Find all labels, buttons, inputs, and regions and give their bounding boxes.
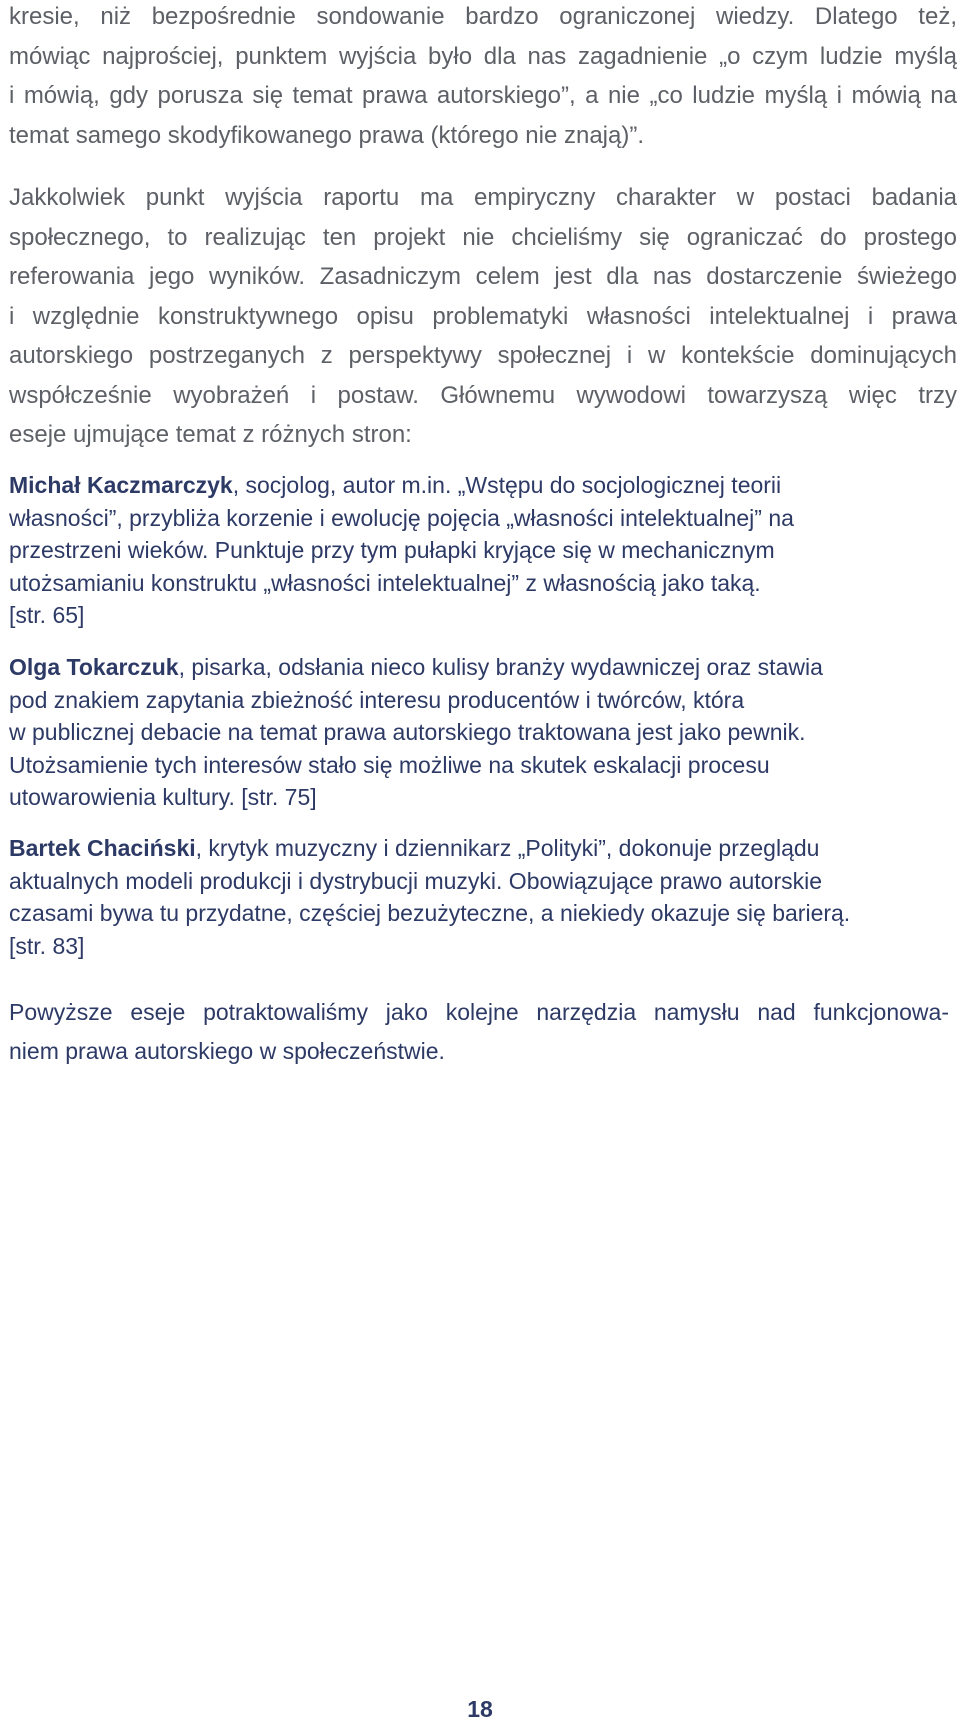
text-line: pod znakiem zapytania zbieżność interesu producentów i twórców, która [9, 686, 745, 713]
text-line: aktualnych modeli produkcji i dystrybucji muzyki. Obowiązujące prawo autorskie [9, 867, 823, 894]
author-name: Bartek Chaciński [9, 835, 196, 861]
intro-paragraph-1 [9, 0, 957, 155]
text-line: autorskiego postrzeganych z perspektywy społecznej i w kontekście dominujących [9, 342, 957, 369]
text-line: Utożsamienie tych interesów stało się możliwe na skutek eskalacji procesu [9, 751, 770, 778]
text-line: eseje ujmujące temat z różnych stron: [9, 421, 412, 448]
text-line [9, 651, 949, 684]
text-line: niem prawa autorskiego w społeczeństwie. [9, 1038, 445, 1064]
text-line: utowarowienia kultury. [str. 75] [9, 784, 317, 810]
page-reference: [str. 83] [9, 932, 85, 959]
author-description: , socjolog, autor m.in. „Wstępu do socjologicznej teorii [232, 472, 782, 498]
text-line: własności”, przybliża korzenie i ewolucję pojęcia „własności intelektualnej” na [9, 504, 794, 531]
text-line: mówiąc najprościej, punktem wyjścia było dla nas zagadnienie „o czym ludzie myślą [9, 42, 957, 70]
essay-entry-kaczmarczyk [9, 469, 949, 632]
text-line: współcześnie wyobrażeń i postaw. Głównemu wywodowi towarzyszą więc trzy [9, 381, 957, 409]
text-line: w publicznej debacie na temat prawa autorskiego traktowana jest jako pewnik. [9, 719, 806, 745]
text-line: utożsamianiu konstruktu „własności intelektualnej” z własnością jako taką. [9, 569, 761, 596]
text-line: przestrzeni wieków. Punktuje przy tym pułapki kryjące się w mechanicznym [9, 537, 775, 563]
text-line: referowania jego wyników. Zasadniczym celem jest dla nas dostarczenie świeżego [9, 263, 957, 290]
author-description: , pisarka, odsłania nieco kulisy branży wydawniczej oraz stawia [178, 654, 823, 680]
closing-paragraph [9, 993, 949, 1071]
essay-entry-tokarczuk [9, 651, 949, 814]
text-line: Powyższe eseje potraktowaliśmy jako kolejne narzędzia namysłu nad funkcjonowa- [9, 999, 949, 1025]
intro-paragraph-2 [9, 178, 957, 455]
text-line: i względnie konstruktywnego opisu problematyki własności intelektualnej i prawa [9, 302, 957, 330]
essay-entry-chacinski [9, 832, 949, 962]
page-reference: [str. 65] [9, 602, 85, 628]
text-line [9, 469, 949, 502]
page-number: 18 [467, 1696, 493, 1722]
text-line: czasami bywa tu przydatne, częściej bezużyteczne, a niekiedy okazuje się barierą. [9, 900, 851, 926]
text-line [9, 832, 949, 865]
text-line: i mówią, gdy porusza się temat prawa autorskiego”, a nie „co ludzie myślą i mówią na [9, 82, 957, 109]
text-line: temat samego skodyfikowanego prawa (którego nie znają)”. [9, 121, 644, 149]
author-name: Olga Tokarczuk [9, 654, 179, 680]
author-description: , krytyk muzyczny i dziennikarz „Polityki”, dokonuje przeglądu [195, 835, 820, 861]
author-name: Michał Kaczmarczyk [9, 472, 233, 498]
text-line: Jakkolwiek punkt wyjścia raportu ma empiryczny charakter w postaci badania [9, 184, 957, 211]
text-line: społecznego, to realizując ten projekt nie chcieliśmy się ograniczać do prostego [9, 223, 957, 251]
text-line: kresie, niż bezpośrednie sondowanie bardzo ograniczonej wiedzy. Dlatego też, [9, 3, 957, 30]
